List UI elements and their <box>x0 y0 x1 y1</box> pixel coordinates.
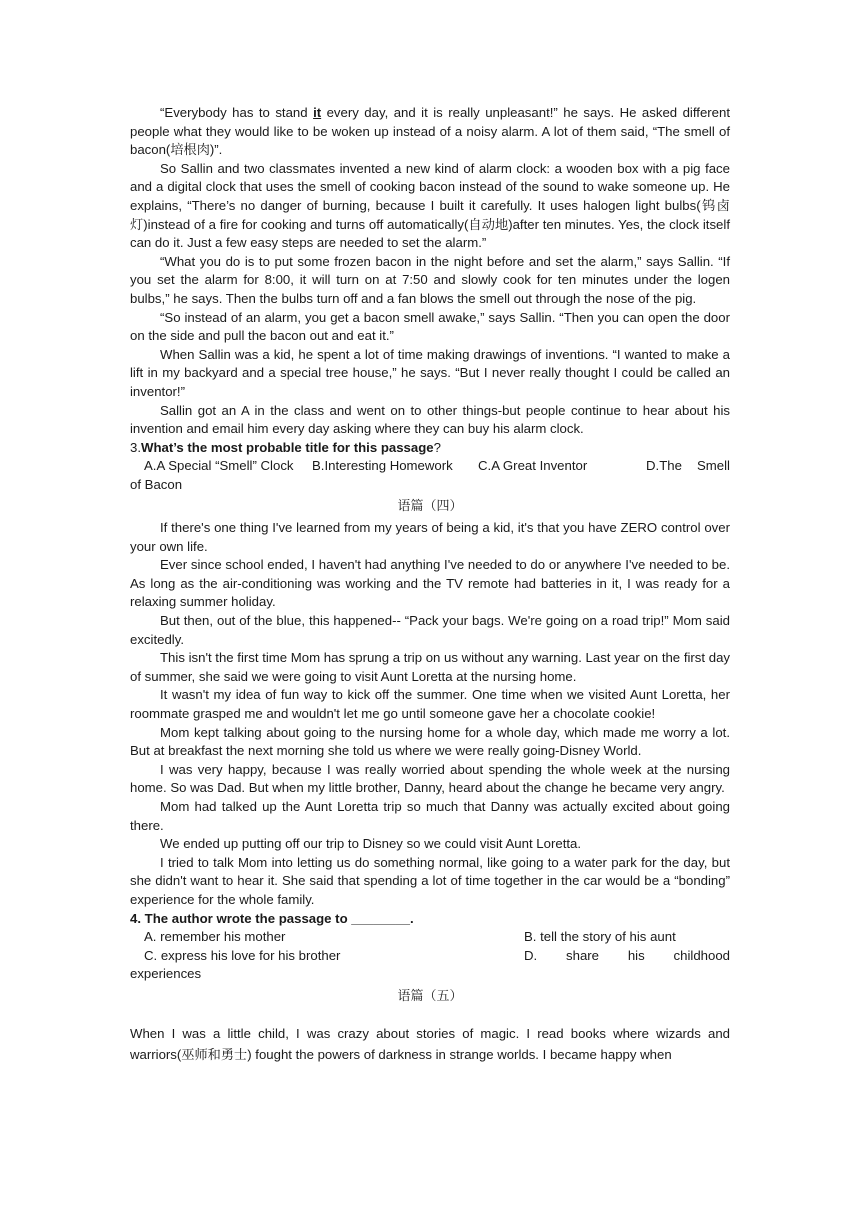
paragraph: I tried to talk Mom into letting us do something normal, like going to a water park for the day, but she didn't want to hear it. She said that spending a lot of time together in the car would be a “bonding” experience for the whole family. <box>130 854 730 907</box>
option-b: B. tell the story of his aunt <box>524 929 676 945</box>
option-c: C. express his love for his brother <box>144 947 341 963</box>
option-d-continued: experiences <box>130 966 202 982</box>
paragraph: Sallin got an A in the class and went on to other things-but people continue to hear about his invention and email him every day asking where they can buy his alarm clock. <box>130 402 730 437</box>
paragraph: Mom kept talking about going to the nursing home for a whole day, which made me worry a lot. But at breakfast the next morning she told us where we were really going-Disney World. <box>130 724 730 759</box>
paragraph: “So instead of an alarm, you get a bacon smell awake,” says Sallin. “Then you can open the door on the side and pull the bacon out and eat it.” <box>130 309 730 344</box>
paragraph: So Sallin and two classmates invented a new kind of alarm clock: a wooden box with a pig face and a digital clock that uses the smell of cooking bacon instead of the sound to wake someone up. He explains, “There’s no danger of burning, because I built it carefully. It uses halogen light bulbs(钨卤灯)instead of a fire for cooking and turns off automatically(自动地)after ten minutes. Yes, the clock itself can do it. Just a few easy steps are needed to set the alarm.” <box>130 160 730 251</box>
paragraph: “What you do is to put some frozen bacon in the night before and set the alarm,” says Sallin. “If you set the alarm for 8:00, it will turn on at 7:50 and slowly cook for ten minutes under the logen bulbs,” he says. Then the bulbs turn off and a fan blows the smell out through the nose of the pig. <box>130 253 730 306</box>
paragraph: Ever since school ended, I haven't had anything I've needed to do or anywhere I've needed to be. As long as the air-conditioning was working and the TV remote had batteries in it, I was ready for a relaxing summer holiday. <box>130 557 730 610</box>
option-a: A. remember his mother <box>144 929 286 945</box>
paragraph: Mom had talked up the Aunt Loretta trip so much that Danny was actually excited about going there. <box>130 798 730 833</box>
question-4-options-row1 <box>130 928 730 947</box>
paragraph: It wasn't my idea of fun way to kick off the summer. One time when we visited Aunt Loretta, her roommate grasped me and wouldn't let me go until someone gave her a chocolate cookie! <box>130 687 730 721</box>
section-heading-4: 语篇（四） <box>397 499 463 515</box>
paragraph: But then, out of the blue, this happened-- “Pack your bags. We're going on a road trip!” Mom said excitedly. <box>130 613 730 647</box>
option-d: D. share his childhood <box>524 947 730 963</box>
question-3-options <box>130 457 730 476</box>
underlined-word: it <box>313 105 322 120</box>
section-heading-5: 语篇（五） <box>397 988 463 1004</box>
option-c: C.A Great Inventor <box>478 458 588 474</box>
option-b: B.Interesting Homework <box>312 458 453 474</box>
paragraph: If there's one thing I've learned from my years of being a kid, it's that you have ZERO control over your own life. <box>130 520 730 554</box>
question-3: 3.What’s the most probable title for this passage? <box>130 439 441 455</box>
option-d: D.The Smell <box>646 458 730 474</box>
question-4-options-row2 <box>130 947 730 966</box>
paragraph: “Everybody has to stand it every day, and it is really unpleasant!” he says. He asked different people what they would like to be woken up instead of a noisy alarm. A lot of them said, “The smell of bacon(培根肉)”. <box>130 105 730 158</box>
paragraph: When I was a little child, I was crazy about stories of magic. I read books where wizards and warriors(巫师和勇士) fought the powers of darkness in strange worlds. I became happy when <box>130 1025 730 1062</box>
option-a: A.A Special “Smell” Clock <box>144 458 294 474</box>
paragraph: This isn't the first time Mom has sprung a trip on us without any warning. Last year on the first day of summer, she said we were going to visit Aunt Loretta at the nursing home. <box>130 650 730 684</box>
paragraph: I was very happy, because I was really worried about spending the whole week at the nursing home. So was Dad. But when my little brother, Danny, heard about the change he became very angry. <box>130 761 730 796</box>
option-d-continued: of Bacon <box>130 476 183 492</box>
document-page <box>130 104 730 1065</box>
question-4: 4. The author wrote the passage to ________. <box>130 910 414 926</box>
paragraph: We ended up putting off our trip to Disney so we could visit Aunt Loretta. <box>160 836 582 852</box>
paragraph: When Sallin was a kid, he spent a lot of time making drawings of inventions. “I wanted to make a lift in my backyard and a special tree house,” he says. “But I never really thought I could be called an inventor!” <box>130 346 730 399</box>
